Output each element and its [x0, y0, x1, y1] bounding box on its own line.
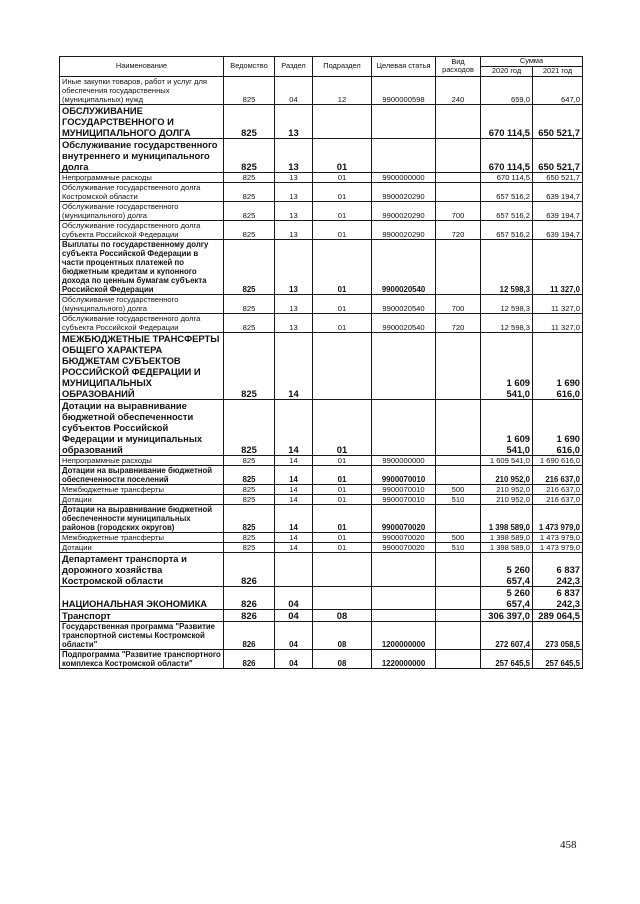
cell-2020: 1 609 541,0	[481, 455, 533, 465]
cell-vedomstvo: 825	[224, 542, 275, 552]
cell-2020: 306 397,0	[481, 609, 533, 621]
cell-razdel: 13	[275, 172, 313, 182]
cell-tselevaya	[372, 332, 436, 399]
table-row	[60, 552, 583, 586]
cell-tselevaya: 9900070010	[372, 484, 436, 494]
cell-vedomstvo: 826	[224, 621, 275, 649]
cell-podrazdel: 01	[313, 220, 372, 239]
cell-2020: 272 607,4	[481, 621, 533, 649]
table-row	[60, 104, 583, 138]
cell-podrazdel: 01	[313, 201, 372, 220]
cell-2021: 11 327,0	[533, 313, 583, 332]
cell-vid: 700	[436, 201, 481, 220]
cell-tselevaya: 9900000598	[372, 76, 436, 104]
cell-vedomstvo: 825	[224, 294, 275, 313]
cell-name: Непрограммные расходы	[60, 172, 224, 182]
cell-vedomstvo: 825	[224, 399, 275, 455]
cell-razdel: 04	[275, 76, 313, 104]
cell-vid	[436, 465, 481, 484]
cell-name: Обслуживание государственного (муниципального) долга	[60, 294, 224, 313]
cell-2020: 1 609 541,0	[481, 332, 533, 399]
cell-razdel: 14	[275, 399, 313, 455]
table-row	[60, 172, 583, 182]
col-razdel-header: Раздел	[275, 57, 313, 77]
cell-vid	[436, 239, 481, 294]
cell-2021: 6 837 242,3	[533, 586, 583, 609]
table-row	[60, 332, 583, 399]
cell-podrazdel: 01	[313, 313, 372, 332]
cell-razdel: 13	[275, 239, 313, 294]
table-row	[60, 621, 583, 649]
cell-2021: 639 194,7	[533, 201, 583, 220]
cell-podrazdel	[313, 552, 372, 586]
cell-vedomstvo: 825	[224, 532, 275, 542]
cell-vedomstvo: 826	[224, 649, 275, 668]
cell-2020: 5 260 657,4	[481, 586, 533, 609]
cell-name: Дотации	[60, 542, 224, 552]
table-row	[60, 294, 583, 313]
cell-vedomstvo: 826	[224, 552, 275, 586]
cell-podrazdel: 01	[313, 294, 372, 313]
cell-vedomstvo: 825	[224, 504, 275, 532]
cell-2021: 6 837 242,3	[533, 552, 583, 586]
cell-vid	[436, 399, 481, 455]
cell-2020: 12 598,3	[481, 294, 533, 313]
cell-vedomstvo: 825	[224, 332, 275, 399]
cell-vedomstvo: 825	[224, 494, 275, 504]
cell-razdel: 14	[275, 542, 313, 552]
cell-vid	[436, 586, 481, 609]
cell-name: Межбюджетные трансферты	[60, 532, 224, 542]
cell-2021: 639 194,7	[533, 220, 583, 239]
cell-2021: 273 058,5	[533, 621, 583, 649]
cell-2021: 257 645,5	[533, 649, 583, 668]
cell-tselevaya: 9900070010	[372, 465, 436, 484]
cell-2021: 216 637,0	[533, 494, 583, 504]
cell-podrazdel: 01	[313, 172, 372, 182]
cell-2020: 670 114,5	[481, 138, 533, 172]
cell-vedomstvo: 825	[224, 201, 275, 220]
cell-vid	[436, 649, 481, 668]
cell-name: Дотации на выравнивание бюджетной обеспеченности субъектов Российской Федерации и муниципальных образований	[60, 399, 224, 455]
cell-vid	[436, 138, 481, 172]
cell-podrazdel: 01	[313, 455, 372, 465]
page-number: 458	[560, 839, 577, 851]
cell-2021: 650 521,7	[533, 104, 583, 138]
table-row	[60, 455, 583, 465]
cell-tselevaya	[372, 138, 436, 172]
cell-vedomstvo: 825	[224, 455, 275, 465]
cell-tselevaya: 1220000000	[372, 649, 436, 668]
cell-razdel: 14	[275, 484, 313, 494]
table-row	[60, 313, 583, 332]
cell-vid	[436, 609, 481, 621]
cell-2020: 210 952,0	[481, 494, 533, 504]
cell-vedomstvo: 825	[224, 465, 275, 484]
cell-2021: 1 690 616,0	[533, 455, 583, 465]
col-summa-header: Сумма	[481, 57, 583, 67]
cell-name: Государственная программа "Развитие транспортной системы Костромской области"	[60, 621, 224, 649]
cell-vid: 720	[436, 313, 481, 332]
cell-2021: 216 637,0	[533, 465, 583, 484]
cell-2020: 659,0	[481, 76, 533, 104]
cell-name: НАЦИОНАЛЬНАЯ ЭКОНОМИКА	[60, 586, 224, 609]
cell-vid	[436, 182, 481, 201]
cell-name: Межбюджетные трансферты	[60, 484, 224, 494]
cell-razdel: 13	[275, 182, 313, 201]
cell-2020: 657 516,2	[481, 201, 533, 220]
cell-tselevaya	[372, 104, 436, 138]
cell-2021: 216 637,0	[533, 484, 583, 494]
cell-tselevaya: 9900000000	[372, 172, 436, 182]
cell-tselevaya: 9900000000	[372, 455, 436, 465]
col-podrazdel-header: Подраздел	[313, 57, 372, 77]
cell-podrazdel	[313, 586, 372, 609]
cell-2021: 289 064,5	[533, 609, 583, 621]
cell-razdel: 14	[275, 332, 313, 399]
table-row	[60, 239, 583, 294]
cell-razdel: 14	[275, 455, 313, 465]
table-row	[60, 649, 583, 668]
cell-razdel: 04	[275, 609, 313, 621]
cell-podrazdel: 01	[313, 504, 372, 532]
cell-vid: 720	[436, 220, 481, 239]
cell-2020: 1 398 589,0	[481, 542, 533, 552]
cell-name: Иные закупки товаров, работ и услуг для обеспечения государственных (муниципальных) нужд	[60, 76, 224, 104]
cell-razdel: 14	[275, 504, 313, 532]
cell-vid	[436, 621, 481, 649]
cell-name: Непрограммные расходы	[60, 455, 224, 465]
col-2021-header: 2021 год	[533, 66, 583, 76]
col-2020-header: 2020 год	[481, 66, 533, 76]
cell-2021: 11 327,0	[533, 294, 583, 313]
col-tselevaya-header: Целевая статья	[372, 57, 436, 77]
cell-razdel: 14	[275, 494, 313, 504]
cell-vedomstvo: 826	[224, 586, 275, 609]
cell-2020: 12 598,3	[481, 239, 533, 294]
cell-2020: 1 398 589,0	[481, 504, 533, 532]
cell-razdel: 13	[275, 104, 313, 138]
cell-razdel: 13	[275, 294, 313, 313]
table-row	[60, 465, 583, 484]
cell-tselevaya: 9900020540	[372, 313, 436, 332]
cell-2020: 210 952,0	[481, 465, 533, 484]
cell-vid	[436, 172, 481, 182]
cell-razdel	[275, 552, 313, 586]
table-row	[60, 494, 583, 504]
cell-2020: 257 645,5	[481, 649, 533, 668]
cell-name: Дотации на выравнивание бюджетной обеспеченности поселений	[60, 465, 224, 484]
cell-2020: 5 260 657,4	[481, 552, 533, 586]
cell-vid	[436, 504, 481, 532]
cell-vedomstvo: 826	[224, 609, 275, 621]
cell-name: Обслуживание государственного долга Костромской области	[60, 182, 224, 201]
cell-name: Транспорт	[60, 609, 224, 621]
table-row	[60, 542, 583, 552]
cell-name: Дотации	[60, 494, 224, 504]
table-row	[60, 220, 583, 239]
cell-tselevaya	[372, 586, 436, 609]
table-row	[60, 484, 583, 494]
cell-vedomstvo: 825	[224, 172, 275, 182]
cell-name: ОБСЛУЖИВАНИЕ ГОСУДАРСТВЕННОГО И МУНИЦИПАЛЬНОГО ДОЛГА	[60, 104, 224, 138]
table-row	[60, 609, 583, 621]
cell-tselevaya: 9900070020	[372, 542, 436, 552]
cell-vid	[436, 455, 481, 465]
budget-table	[59, 56, 583, 669]
cell-podrazdel: 01	[313, 182, 372, 201]
cell-2021: 647,0	[533, 76, 583, 104]
cell-2021: 1 473 979,0	[533, 532, 583, 542]
cell-vedomstvo: 825	[224, 104, 275, 138]
cell-2020: 670 114,5	[481, 104, 533, 138]
cell-vedomstvo: 825	[224, 239, 275, 294]
table-row	[60, 138, 583, 172]
cell-name: Выплаты по государственному долгу субъекта Российской Федерации в части процентных платежей по бюджетным кредитам и купонного дохода по ценным бумагам субъекта Российской Федерации	[60, 239, 224, 294]
cell-tselevaya: 9900020290	[372, 182, 436, 201]
table-row	[60, 532, 583, 542]
cell-tselevaya: 9900020290	[372, 220, 436, 239]
cell-name: Департамент транспорта и дорожного хозяйства Костромской области	[60, 552, 224, 586]
cell-tselevaya: 9900070020	[372, 504, 436, 532]
table-row	[60, 76, 583, 104]
cell-name: МЕЖБЮДЖЕТНЫЕ ТРАНСФЕРТЫ ОБЩЕГО ХАРАКТЕРА БЮДЖЕТАМ СУБЪЕКТОВ РОССИЙСКОЙ ФЕДЕРАЦИИ И МУНИЦИПАЛЬНЫХ ОБРАЗОВАНИЙ	[60, 332, 224, 399]
cell-2021: 639 194,7	[533, 182, 583, 201]
cell-2020: 657 516,2	[481, 182, 533, 201]
cell-tselevaya: 1200000000	[372, 621, 436, 649]
cell-vid: 700	[436, 294, 481, 313]
cell-2020: 657 516,2	[481, 220, 533, 239]
cell-vedomstvo: 825	[224, 76, 275, 104]
cell-2021: 1 473 979,0	[533, 542, 583, 552]
cell-podrazdel: 01	[313, 484, 372, 494]
cell-2021: 650 521,7	[533, 138, 583, 172]
cell-name: Обслуживание государственного долга субъекта Российской Федерации	[60, 313, 224, 332]
cell-podrazdel: 12	[313, 76, 372, 104]
cell-podrazdel: 08	[313, 609, 372, 621]
col-name-header: Наименование	[60, 57, 224, 77]
cell-razdel: 14	[275, 532, 313, 542]
cell-podrazdel: 01	[313, 465, 372, 484]
cell-podrazdel: 01	[313, 494, 372, 504]
cell-tselevaya	[372, 609, 436, 621]
col-vid-header: Вид расходов	[436, 57, 481, 77]
cell-razdel: 13	[275, 201, 313, 220]
cell-name: Обслуживание государственного (муниципального) долга	[60, 201, 224, 220]
cell-2021: 1 473 979,0	[533, 504, 583, 532]
cell-razdel: 04	[275, 649, 313, 668]
cell-vid: 510	[436, 542, 481, 552]
cell-razdel: 04	[275, 621, 313, 649]
cell-tselevaya: 9900020290	[372, 201, 436, 220]
table-row	[60, 182, 583, 201]
col-vedomstvo-header: Ведомство	[224, 57, 275, 77]
cell-name: Обслуживание государственного внутреннего и муниципального долга	[60, 138, 224, 172]
cell-podrazdel: 01	[313, 138, 372, 172]
cell-vid	[436, 104, 481, 138]
cell-tselevaya: 9900070020	[372, 532, 436, 542]
cell-vedomstvo: 825	[224, 220, 275, 239]
cell-podrazdel: 01	[313, 239, 372, 294]
cell-2021: 650 521,7	[533, 172, 583, 182]
cell-2021: 1 690 616,0	[533, 399, 583, 455]
cell-podrazdel: 08	[313, 649, 372, 668]
cell-podrazdel: 01	[313, 542, 372, 552]
cell-2021: 1 690 616,0	[533, 332, 583, 399]
cell-2020: 210 952,0	[481, 484, 533, 494]
cell-razdel: 14	[275, 465, 313, 484]
cell-vid: 500	[436, 532, 481, 542]
cell-vid	[436, 332, 481, 399]
cell-vedomstvo: 825	[224, 138, 275, 172]
cell-2020: 1 609 541,0	[481, 399, 533, 455]
cell-vid	[436, 552, 481, 586]
cell-podrazdel: 01	[313, 399, 372, 455]
cell-2020: 670 114,5	[481, 172, 533, 182]
budget-sheet	[59, 56, 582, 669]
cell-tselevaya	[372, 552, 436, 586]
cell-podrazdel	[313, 104, 372, 138]
cell-tselevaya: 9900020540	[372, 294, 436, 313]
cell-razdel: 13	[275, 313, 313, 332]
cell-vid: 500	[436, 484, 481, 494]
cell-vedomstvo: 825	[224, 313, 275, 332]
table-header	[60, 57, 583, 77]
cell-podrazdel: 08	[313, 621, 372, 649]
table-row	[60, 201, 583, 220]
cell-2021: 11 327,0	[533, 239, 583, 294]
cell-podrazdel: 01	[313, 532, 372, 542]
cell-podrazdel	[313, 332, 372, 399]
table-body	[60, 76, 583, 668]
cell-vid: 510	[436, 494, 481, 504]
cell-name: Обслуживание государственного долга субъекта Российской Федерации	[60, 220, 224, 239]
cell-name: Подпрограмма "Развитие транспортного комплекса Костромской области"	[60, 649, 224, 668]
cell-vedomstvo: 825	[224, 182, 275, 201]
table-row	[60, 399, 583, 455]
cell-razdel: 04	[275, 586, 313, 609]
cell-vedomstvo: 825	[224, 484, 275, 494]
cell-vid: 240	[436, 76, 481, 104]
cell-tselevaya	[372, 399, 436, 455]
cell-name: Дотации на выравнивание бюджетной обеспеченности муниципальных районов (городских округов)	[60, 504, 224, 532]
cell-tselevaya: 9900020540	[372, 239, 436, 294]
cell-razdel: 13	[275, 220, 313, 239]
table-row	[60, 504, 583, 532]
table-row	[60, 586, 583, 609]
cell-2020: 12 598,3	[481, 313, 533, 332]
cell-2020: 1 398 589,0	[481, 532, 533, 542]
cell-tselevaya: 9900070010	[372, 494, 436, 504]
cell-razdel: 13	[275, 138, 313, 172]
